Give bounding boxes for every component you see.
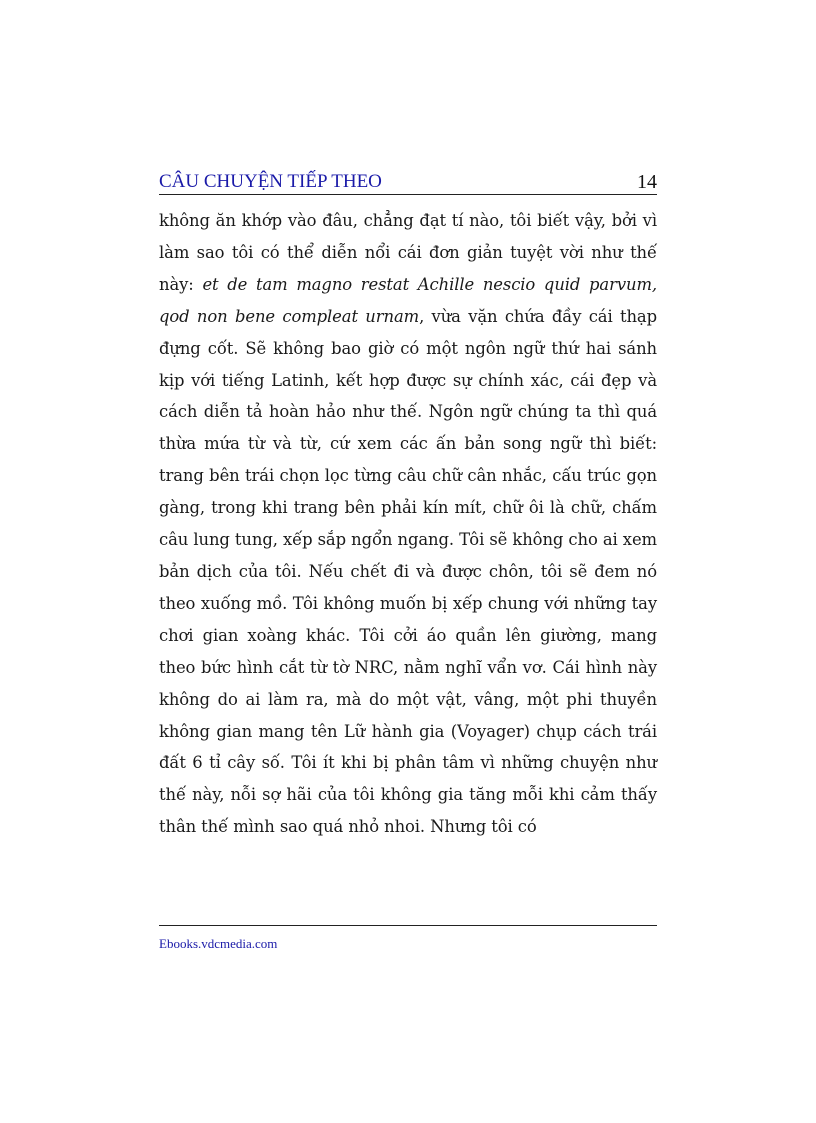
running-header <box>159 170 657 195</box>
footer-link[interactable]: Ebooks.vdcmedia.com <box>159 936 278 951</box>
body-text-part2: , vừa vặn chứa đầy cái thạp đựng cốt. Sẽ không bao giờ có một ngôn ngữ thứ hai sánh kịp với tiếng Latinh, kết hợp được sự chính xác, cái đẹp và cách diễn tả hoàn hảo như thế. Ngôn ngữ chúng ta thì quá thừa mứa từ và từ, cứ xem các ấn bản song ngữ thì biết: trang bên trái chọn lọc từng câu chữ cân nhắc, cấu trúc gọn gàng, trong khi trang bên phải kín mít, chữ ôi là chữ, chấm câu lung tung, xếp sắp ngổn ngang. Tôi sẽ không cho ai xem bản dịch của tôi. Nếu chết đi và được chôn, tôi sẽ đem nó theo xuống mồ. Tôi không muốn bị xếp chung với những tay chơi gian xoàng khác. Tôi cởi áo quần lên giường, mang theo bức hình cắt từ tờ NRC, nằm nghĩ vẩn vơ. Cái hình này không do ai làm ra, mà do một vật, vâng, một phi thuyền không gian mang tên Lữ hành gia (Voyager) chụp cách trái đất 6 tỉ cây số. Tôi ít khi bị phân tâm vì những chuyện như thế này, nỗi sợ hãi của tôi không gia tăng mỗi khi cảm thấy thân thế mình sao quá nhỏ nhoi. Nhưng tôi có <box>159 306 657 837</box>
body-paragraph <box>159 205 657 843</box>
latin-quote: et de tam magno restat Achille nescio quid parvum, qod non bene compleat urnam <box>159 274 658 326</box>
body-text-part1: không ăn khớp vào đâu, chẳng đạt tí nào, tôi biết vậy, bởi vì làm sao tôi có thể diễn nổi cái đơn giản tuyệt vời như thế này: <box>159 211 657 294</box>
page-number: 14 <box>637 171 657 193</box>
page-content <box>159 170 657 860</box>
page-footer <box>159 925 657 952</box>
chapter-title: CÂU CHUYỆN TIẾP THEO <box>159 171 382 192</box>
